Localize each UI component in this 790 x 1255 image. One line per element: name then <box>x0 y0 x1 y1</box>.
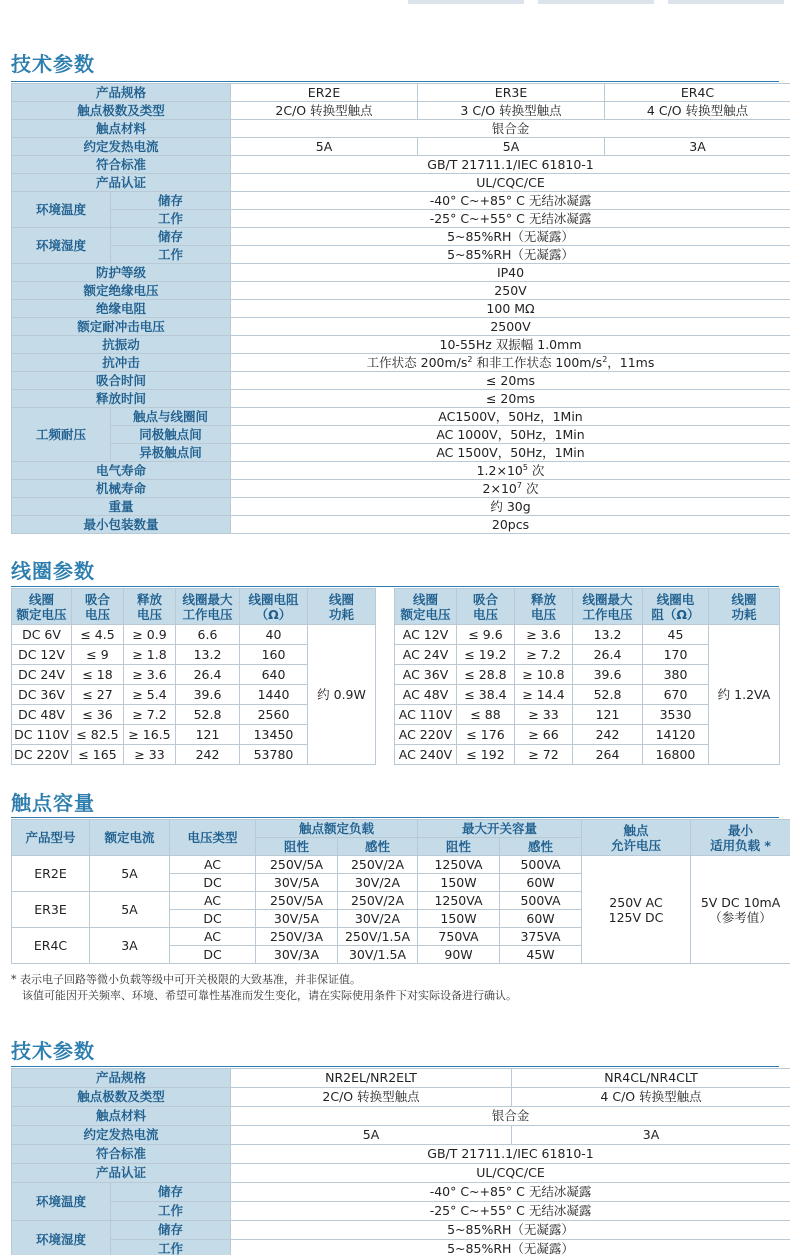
footnote: * 表示电子回路等微小负载等级中可开关极限的大致基准，并非保证值。 <box>11 973 361 986</box>
cell: AC 12V <box>395 625 457 645</box>
product-model: ER2E <box>12 856 90 892</box>
model-name: NR4CL/NR4CLT <box>512 1069 790 1088</box>
column-header: 触点额定负载 <box>256 820 418 838</box>
cell: 250V/1.5A <box>338 928 418 946</box>
column-header: 释放 电压 <box>515 589 573 625</box>
cell: 375VA <box>500 928 582 946</box>
cell-value: 约 30g <box>231 498 790 516</box>
top-tab-2[interactable] <box>538 0 654 4</box>
cell: ≥ 14.4 <box>515 685 573 705</box>
column-header: 产品型号 <box>12 820 90 856</box>
column-header: 线圈电 阻（Ω） <box>643 589 709 625</box>
section-title-spec-2: 技术参数 <box>11 1039 95 1063</box>
divider <box>11 81 779 82</box>
cell: ≥ 16.5 <box>124 725 176 745</box>
cell: 380 <box>643 665 709 685</box>
cell: 170 <box>643 645 709 665</box>
row-label: 绝缘电阻 <box>12 300 231 318</box>
cell: ≥ 72 <box>515 745 573 765</box>
section-title-coil: 线圈参数 <box>11 559 95 583</box>
cell: 90W <box>418 946 500 964</box>
row-label: 吸合时间 <box>12 372 231 390</box>
cell-value: 20pcs <box>231 516 790 534</box>
cell: 150W <box>418 910 500 928</box>
row-label: 重量 <box>12 498 231 516</box>
model-name: ER3E <box>418 84 605 102</box>
cell: ≤ 82.5 <box>72 725 124 745</box>
cell-value: 5~85%RH（无凝露） <box>231 1240 790 1255</box>
cell-value: AC 1500V，50Hz，1Min <box>231 444 790 462</box>
cell: 39.6 <box>573 665 643 685</box>
model-name: ER2E <box>231 84 418 102</box>
cell-value: 5A <box>231 1126 512 1145</box>
sub-label: 工作 <box>111 210 231 228</box>
cell-value: 5~85%RH（无凝露） <box>231 228 790 246</box>
column-header: 线圈 额定电压 <box>12 589 72 625</box>
cell-value: 250V <box>231 282 790 300</box>
divider <box>11 1066 779 1067</box>
row-label: 触点极数及类型 <box>12 1088 231 1107</box>
cell: DC 6V <box>12 625 72 645</box>
coil-table-dc <box>11 588 376 765</box>
cell: ≤ 165 <box>72 745 124 765</box>
cell-value: AC 1000V，50Hz，1Min <box>231 426 790 444</box>
row-label: 符合标准 <box>12 156 231 174</box>
cell: 40 <box>240 625 308 645</box>
cell: 45W <box>500 946 582 964</box>
row-label: 最小包装数量 <box>12 516 231 534</box>
top-tab-1[interactable] <box>408 0 524 4</box>
divider <box>11 817 779 818</box>
cell-value: UL/CQC/CE <box>231 174 790 192</box>
cell: 13.2 <box>176 645 240 665</box>
cell: 242 <box>176 745 240 765</box>
model-name: ER4C <box>605 84 790 102</box>
cell: 250V/2A <box>338 856 418 874</box>
cell: ≥ 3.6 <box>124 665 176 685</box>
min-load: 5V DC 10mA （参考值） <box>691 856 790 964</box>
allow-voltage: 250V AC 125V DC <box>582 856 691 964</box>
row-label: 机械寿命 <box>12 480 231 498</box>
row-label: 额定绝缘电压 <box>12 282 231 300</box>
cell: 500VA <box>500 856 582 874</box>
cell: DC <box>170 910 256 928</box>
cell: ≥ 33 <box>124 745 176 765</box>
column-header: 最小 适用负载 * <box>691 820 790 856</box>
cell-value: 2C/O 转换型触点 <box>231 1088 512 1107</box>
cell: ≤ 28.8 <box>457 665 515 685</box>
cell: ≤ 192 <box>457 745 515 765</box>
cell-value: 4 C/O 转换型触点 <box>605 102 790 120</box>
cell: 250V/3A <box>256 928 338 946</box>
cell: ≥ 7.2 <box>515 645 573 665</box>
cell: AC 110V <box>395 705 457 725</box>
cell: DC 36V <box>12 685 72 705</box>
row-label: 产品认证 <box>12 174 231 192</box>
cell: 52.8 <box>176 705 240 725</box>
column-header: 电压类型 <box>170 820 256 856</box>
cell: 250V/5A <box>256 856 338 874</box>
row-label: 符合标准 <box>12 1145 231 1164</box>
cell: DC 110V <box>12 725 72 745</box>
column-header: 线圈最大 工作电压 <box>176 589 240 625</box>
cell: ≤ 88 <box>457 705 515 725</box>
cell-value: -40° C~+85° C 无结冰凝露 <box>231 1183 790 1202</box>
cell: ≤ 9 <box>72 645 124 665</box>
cell-value: 2C/O 转换型触点 <box>231 102 418 120</box>
cell-value: -25° C~+55° C 无结冰凝露 <box>231 210 790 228</box>
column-header: 吸合 电压 <box>457 589 515 625</box>
cell: 30V/2A <box>338 874 418 892</box>
cell: DC 220V <box>12 745 72 765</box>
top-tab-3[interactable] <box>668 0 784 4</box>
row-label: 环境湿度 <box>12 228 111 264</box>
cell-value: ≤ 20ms <box>231 390 790 408</box>
cell: ≤ 27 <box>72 685 124 705</box>
sub-label: 工作 <box>111 246 231 264</box>
cell: 45 <box>643 625 709 645</box>
table-row <box>12 856 790 874</box>
cell: 13450 <box>240 725 308 745</box>
cell: ≥ 1.8 <box>124 645 176 665</box>
row-label: 抗振动 <box>12 336 231 354</box>
cell-value: IP40 <box>231 264 790 282</box>
product-model: ER4C <box>12 928 90 964</box>
column-header: 线圈电阻 （Ω） <box>240 589 308 625</box>
cell: ≤ 38.4 <box>457 685 515 705</box>
cell: 160 <box>240 645 308 665</box>
cell: 16800 <box>643 745 709 765</box>
cell-value: 5~85%RH（无凝露） <box>231 246 790 264</box>
cell: ≥ 7.2 <box>124 705 176 725</box>
product-model: ER3E <box>12 892 90 928</box>
cell-value: 2500V <box>231 318 790 336</box>
row-label: 触点材料 <box>12 1107 231 1126</box>
sub-label: 储存 <box>111 228 231 246</box>
sub-label: 异极触点间 <box>111 444 231 462</box>
cell: DC 24V <box>12 665 72 685</box>
cell: 30V/1.5A <box>338 946 418 964</box>
cell: 30V/2A <box>338 910 418 928</box>
cell: AC 240V <box>395 745 457 765</box>
cell: ≤ 36 <box>72 705 124 725</box>
cell-value: 工作状态 $200m/s^2$ 和非工作状态 $100m/s^2$，11ms <box>231 354 790 372</box>
cell: ≥ 66 <box>515 725 573 745</box>
cell: 1250VA <box>418 856 500 874</box>
divider <box>11 586 779 587</box>
rated-current: 5A <box>90 892 170 928</box>
column-header: 感性 <box>500 838 582 856</box>
cell: 121 <box>176 725 240 745</box>
column-header: 线圈 额定电压 <box>395 589 457 625</box>
section-title-spec: 技术参数 <box>11 52 95 76</box>
cell: DC 48V <box>12 705 72 725</box>
cell-value: 5A <box>231 138 418 156</box>
column-header: 感性 <box>338 838 418 856</box>
column-header: 触点 允许电压 <box>582 820 691 856</box>
cell: ≤ 19.2 <box>457 645 515 665</box>
cell: ≥ 33 <box>515 705 573 725</box>
cell: 250V/5A <box>256 892 338 910</box>
cell-value: $1.2\times 10^5$ 次 <box>231 462 790 480</box>
cell: 1440 <box>240 685 308 705</box>
row-label: 触点极数及类型 <box>12 102 231 120</box>
cell: 26.4 <box>176 665 240 685</box>
cell: ≤ 176 <box>457 725 515 745</box>
cell-value: -40° C~+85° C 无结冰凝露 <box>231 192 790 210</box>
row-label: 抗冲击 <box>12 354 231 372</box>
cell-value: 银合金 <box>231 1107 790 1126</box>
model-name: NR2EL/NR2ELT <box>231 1069 512 1088</box>
cell: 121 <box>573 705 643 725</box>
cell: 60W <box>500 874 582 892</box>
column-header: 吸合 电压 <box>72 589 124 625</box>
footnote: 该值可能因开关频率、环境、希望可靠性基准而发生变化，请在实际使用条件下对实际设备进行确认。 <box>22 989 517 1002</box>
row-label: 环境温度 <box>12 192 111 228</box>
sub-label: 工作 <box>111 1240 231 1255</box>
column-header: 阻性 <box>256 838 338 856</box>
cell: DC <box>170 874 256 892</box>
column-header: 释放 电压 <box>124 589 176 625</box>
sub-label: 储存 <box>111 192 231 210</box>
coil-power: 约 1.2VA <box>709 625 780 765</box>
table-row <box>12 625 376 645</box>
section-title-contact: 触点容量 <box>11 791 95 815</box>
cell-value: 3A <box>605 138 790 156</box>
cell-value: 4 C/O 转换型触点 <box>512 1088 790 1107</box>
cell-value: 3A <box>512 1126 790 1145</box>
cell: 26.4 <box>573 645 643 665</box>
cell: ≤ 4.5 <box>72 625 124 645</box>
sub-label: 储存 <box>111 1183 231 1202</box>
cell: 30V/5A <box>256 910 338 928</box>
cell: 640 <box>240 665 308 685</box>
coil-table-ac <box>394 588 780 765</box>
cell: 60W <box>500 910 582 928</box>
cell: AC 36V <box>395 665 457 685</box>
cell: 2560 <box>240 705 308 725</box>
cell: 13.2 <box>573 625 643 645</box>
cell: ≥ 0.9 <box>124 625 176 645</box>
cell-value: 10-55Hz 双振幅 1.0mm <box>231 336 790 354</box>
row-label: 防护等级 <box>12 264 231 282</box>
cell: 150W <box>418 874 500 892</box>
cell: 14120 <box>643 725 709 745</box>
rated-current: 5A <box>90 856 170 892</box>
cell: DC 12V <box>12 645 72 665</box>
column-header: 线圈 功耗 <box>709 589 780 625</box>
cell-value: GB/T 21711.1/IEC 61810-1 <box>231 1145 790 1164</box>
cell: 250V/2A <box>338 892 418 910</box>
rated-current: 3A <box>90 928 170 964</box>
cell: AC <box>170 892 256 910</box>
cell: 264 <box>573 745 643 765</box>
row-label: 电气寿命 <box>12 462 231 480</box>
cell: AC <box>170 928 256 946</box>
cell: ≥ 10.8 <box>515 665 573 685</box>
sub-label: 触点与线圈间 <box>111 408 231 426</box>
cell: 500VA <box>500 892 582 910</box>
row-label: 产品认证 <box>12 1164 231 1183</box>
row-label: 产品规格 <box>12 84 231 102</box>
cell: ≤ 9.6 <box>457 625 515 645</box>
cell-value: 3 C/O 转换型触点 <box>418 102 605 120</box>
cell: AC 48V <box>395 685 457 705</box>
cell-value: 银合金 <box>231 120 790 138</box>
contact-capacity-table <box>11 819 790 964</box>
row-label: 环境温度 <box>12 1183 111 1221</box>
row-label: 触点材料 <box>12 120 231 138</box>
table-row <box>395 625 780 645</box>
cell-value: -25° C~+55° C 无结冰凝露 <box>231 1202 790 1221</box>
cell: 242 <box>573 725 643 745</box>
cell: 30V/5A <box>256 874 338 892</box>
cell-value: GB/T 21711.1/IEC 61810-1 <box>231 156 790 174</box>
cell: 30V/3A <box>256 946 338 964</box>
cell: 750VA <box>418 928 500 946</box>
cell: DC <box>170 946 256 964</box>
cell: AC 24V <box>395 645 457 665</box>
cell: 52.8 <box>573 685 643 705</box>
coil-power: 约 0.9W <box>308 625 376 765</box>
column-header: 额定电流 <box>90 820 170 856</box>
column-header: 最大开关容量 <box>418 820 582 838</box>
row-label: 释放时间 <box>12 390 231 408</box>
spec-table-er <box>11 83 790 534</box>
cell: ≥ 3.6 <box>515 625 573 645</box>
sub-label: 工作 <box>111 1202 231 1221</box>
cell: 3530 <box>643 705 709 725</box>
spec-table-nr <box>11 1068 790 1255</box>
column-header: 线圈 功耗 <box>308 589 376 625</box>
cell: 39.6 <box>176 685 240 705</box>
cell: 6.6 <box>176 625 240 645</box>
cell: 53780 <box>240 745 308 765</box>
cell: ≤ 18 <box>72 665 124 685</box>
row-label: 产品规格 <box>12 1069 231 1088</box>
cell: ≥ 5.4 <box>124 685 176 705</box>
cell-value: $2\times 10^7$ 次 <box>231 480 790 498</box>
cell: AC 220V <box>395 725 457 745</box>
row-label: 约定发热电流 <box>12 138 231 156</box>
cell-value: 100 MΩ <box>231 300 790 318</box>
row-label: 环境湿度 <box>12 1221 111 1255</box>
column-header: 阻性 <box>418 838 500 856</box>
cell-value: UL/CQC/CE <box>231 1164 790 1183</box>
sub-label: 储存 <box>111 1221 231 1240</box>
row-label: 额定耐冲击电压 <box>12 318 231 336</box>
row-label: 约定发热电流 <box>12 1126 231 1145</box>
cell-value: 5~85%RH（无凝露） <box>231 1221 790 1240</box>
sub-label: 同极触点间 <box>111 426 231 444</box>
cell-value: AC1500V，50Hz，1Min <box>231 408 790 426</box>
row-label: 工频耐压 <box>12 408 111 462</box>
cell: 1250VA <box>418 892 500 910</box>
cell-value: 5A <box>418 138 605 156</box>
cell: AC <box>170 856 256 874</box>
column-header: 线圈最大 工作电压 <box>573 589 643 625</box>
cell-value: ≤ 20ms <box>231 372 790 390</box>
cell: 670 <box>643 685 709 705</box>
